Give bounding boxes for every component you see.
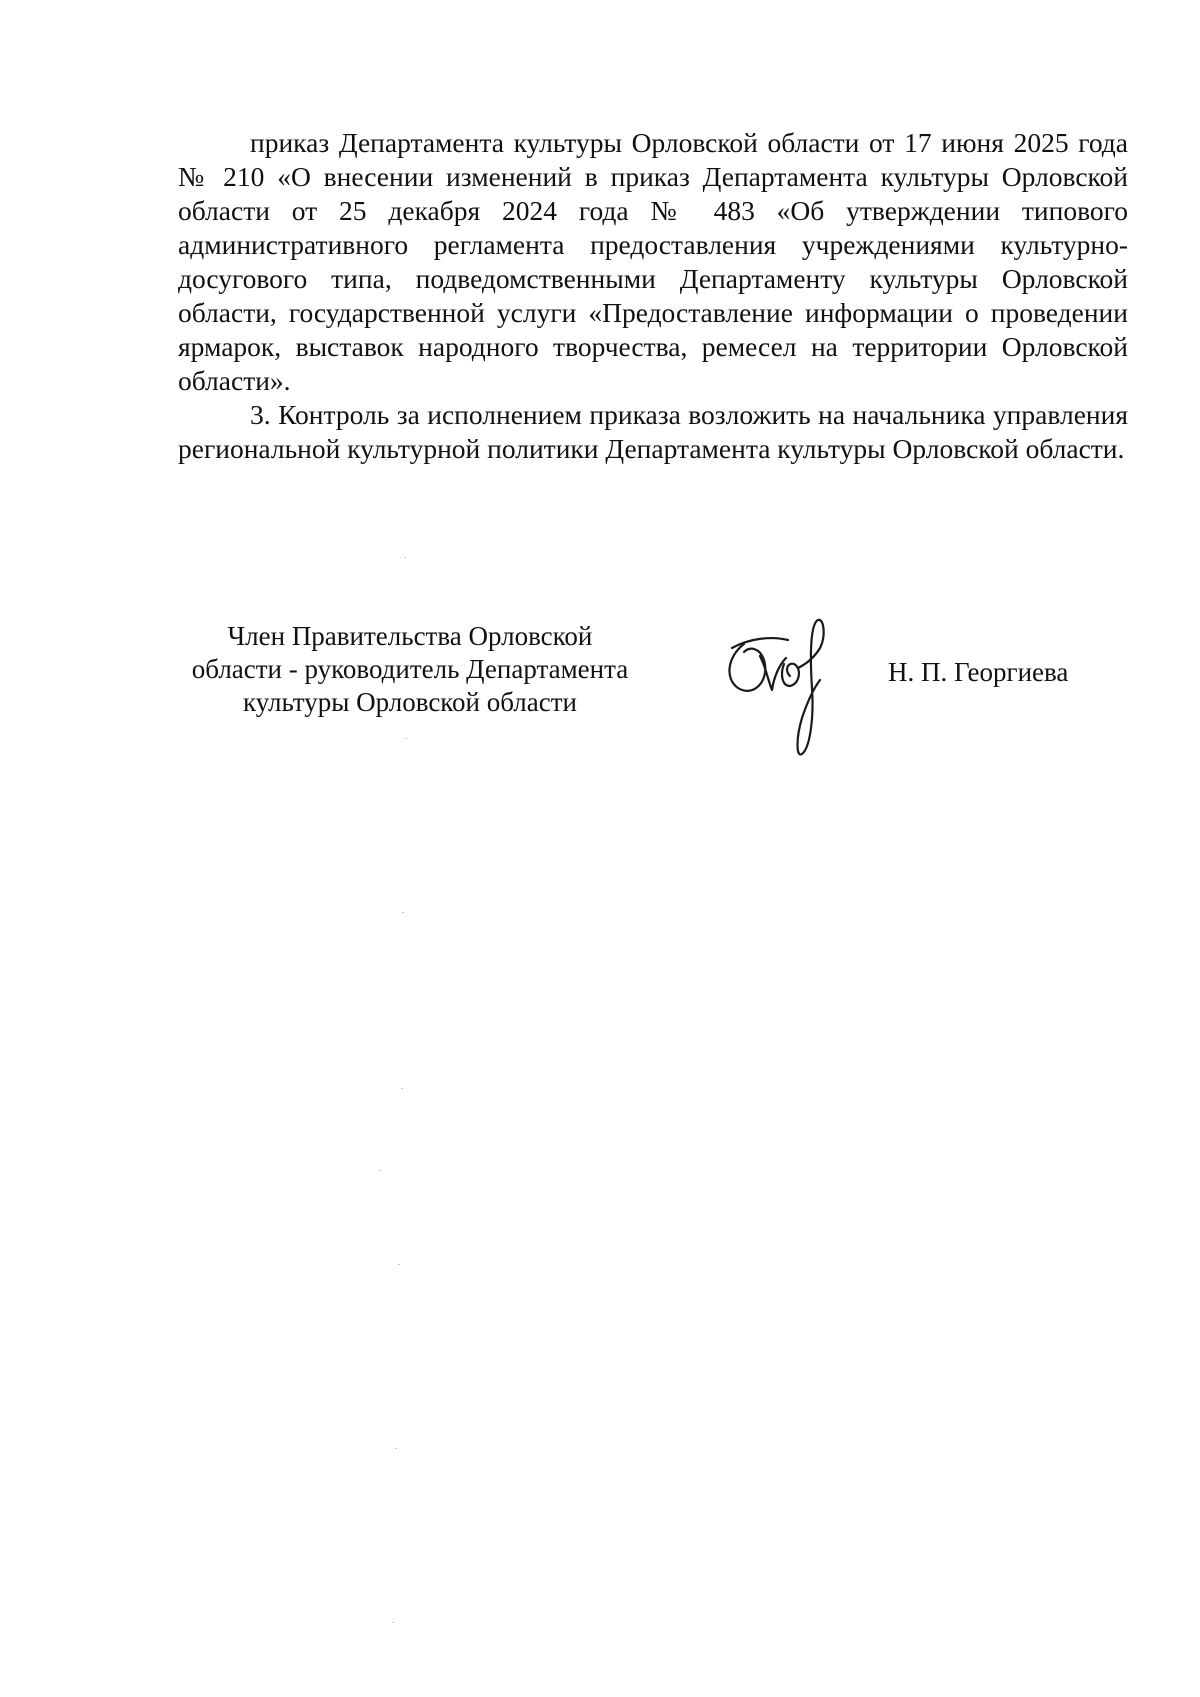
scan-speck [402,912,404,913]
signatory-position-line: культуры Орловской области [242,687,578,717]
paragraph-control-clause: 3. Контроль за исполнением приказа возложить на начальника управления региональной культурной политики Департамента культуры Орловской области. [178,399,1128,464]
scan-speck [398,1264,400,1265]
signatory-position [180,620,640,719]
scan-speck [405,738,407,739]
scan-speck [404,557,406,558]
handwritten-signature [710,608,860,758]
signature-block [0,620,1200,760]
scan-speck [395,1448,397,1449]
paragraph-order-reference: приказ Департамента культуры Орловской области от 17 июня 2025 года № 210 «О внесении изменений в приказ Департамента культуры Орловской области от 25 декабря 2024 года № 483 «Об утверждении типового административного регламента предоставления учреждениями культурно-досугового типа, подведомственными Департаменту культуры Орловской области, государственной услуги «Предоставление информации о проведении ярмарок, выставок народного творчества, ремесел на территории Орловской области». [178,127,1128,396]
signatory-position-line: Член Правительства Орловской [227,621,593,651]
scan-speck [401,1088,403,1089]
signatory-name: Н. П. Георгиева [888,657,1069,687]
document-body [178,126,1128,466]
scan-speck [379,1170,381,1171]
scan-speck [392,1622,394,1623]
signatory-position-line: области - руководитель Департамента [191,654,629,684]
